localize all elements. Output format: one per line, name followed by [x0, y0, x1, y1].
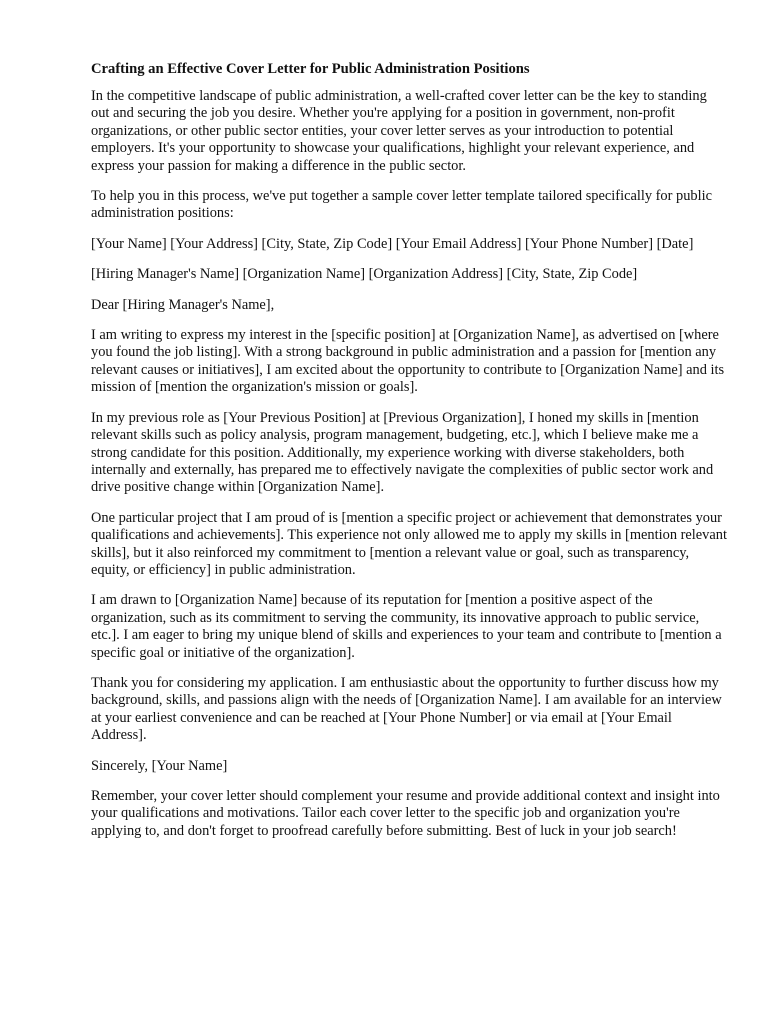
recipient-details: [Hiring Manager's Name] [Organization Name] [Organization Address] [City, State, Zip Code]	[91, 266, 638, 283]
intro-paragraph: In the competitive landscape of public administration, a well-crafted cover letter can be the key to standing out and securing the job you desire. Whether you're applying for a position in government, non-profit organizations, or other public sector entities, your cover letter serves as your introduction to potential employers. It's your opportunity to showcase your qualifications, highlight your relevant experience, and express your passion for making a difference in the public sector.	[91, 88, 707, 174]
sender-details: [Your Name] [Your Address] [City, State, Zip Code] [Your Email Address] [Your Phone Number] [Date]	[91, 235, 694, 252]
salutation: Dear [Hiring Manager's Name],	[91, 296, 275, 313]
signoff: Sincerely, [Your Name]	[91, 757, 228, 774]
letter-paragraph-interest: I am writing to express my interest in the [specific position] at [Organization Name], as advertised on [where you found the job listing]. With a strong background in public administration and a passion for [mention any relevant causes or initiatives], I am excited about the opportunity to contribute to [Organization Name] and its mission of [mention the organization's mission or goals].	[91, 327, 725, 396]
closing-advice-paragraph: Remember, your cover letter should complement your resume and provide additional context and insight into your qualifications and motivations. Tailor each cover letter to the specific job and organization you're applying to, and don't forget to proofread carefully before submitting. Best of luck in your job search!	[91, 788, 720, 839]
letter-paragraph-experience: In my previous role as [Your Previous Position] at [Previous Organization], I honed my skills in [mention relevant skills such as policy analysis, program management, budgeting, etc.], which I believe make me a strong candidate for this position. Additionally, my experience working with diverse stakeholders, both internally and externally, has prepared me to effectively navigate the complexities of public sector work and drive positive change within [Organization Name].	[91, 409, 714, 496]
letter-paragraph-closing: Thank you for considering my application. I am enthusiastic about the opportunity to further discuss how my background, skills, and passions align with the needs of [Organization Name]. I am available for an interview at your earliest convenience and can be reached at [Your Phone Number] or via email at [Your Email Address].	[91, 674, 722, 744]
page-title: Crafting an Effective Cover Letter for Public Administration Positions	[91, 61, 530, 77]
letter-paragraph-project: One particular project that I am proud of is [mention a specific project or achievement that demonstrates your qualifications and achievements]. This experience not only allowed me to apply my skills in [mention relevant skills], but it also reinforced my commitment to [mention a relevant value or goal, such as transparency, equity, or efficiency] in public administration.	[91, 509, 727, 578]
template-intro-paragraph: To help you in this process, we've put together a sample cover letter template tailored specifically for public administration positions:	[91, 188, 712, 222]
letter-paragraph-organization: I am drawn to [Organization Name] because of its reputation for [mention a positive aspect of the organization, such as its commitment to serving the community, its innovative approach to public service, etc.]. I am eager to bring my unique blend of skills and experiences to your team and contribute to [mention a specific goal or initiative of the organization].	[91, 592, 722, 661]
document-body	[91, 60, 727, 853]
